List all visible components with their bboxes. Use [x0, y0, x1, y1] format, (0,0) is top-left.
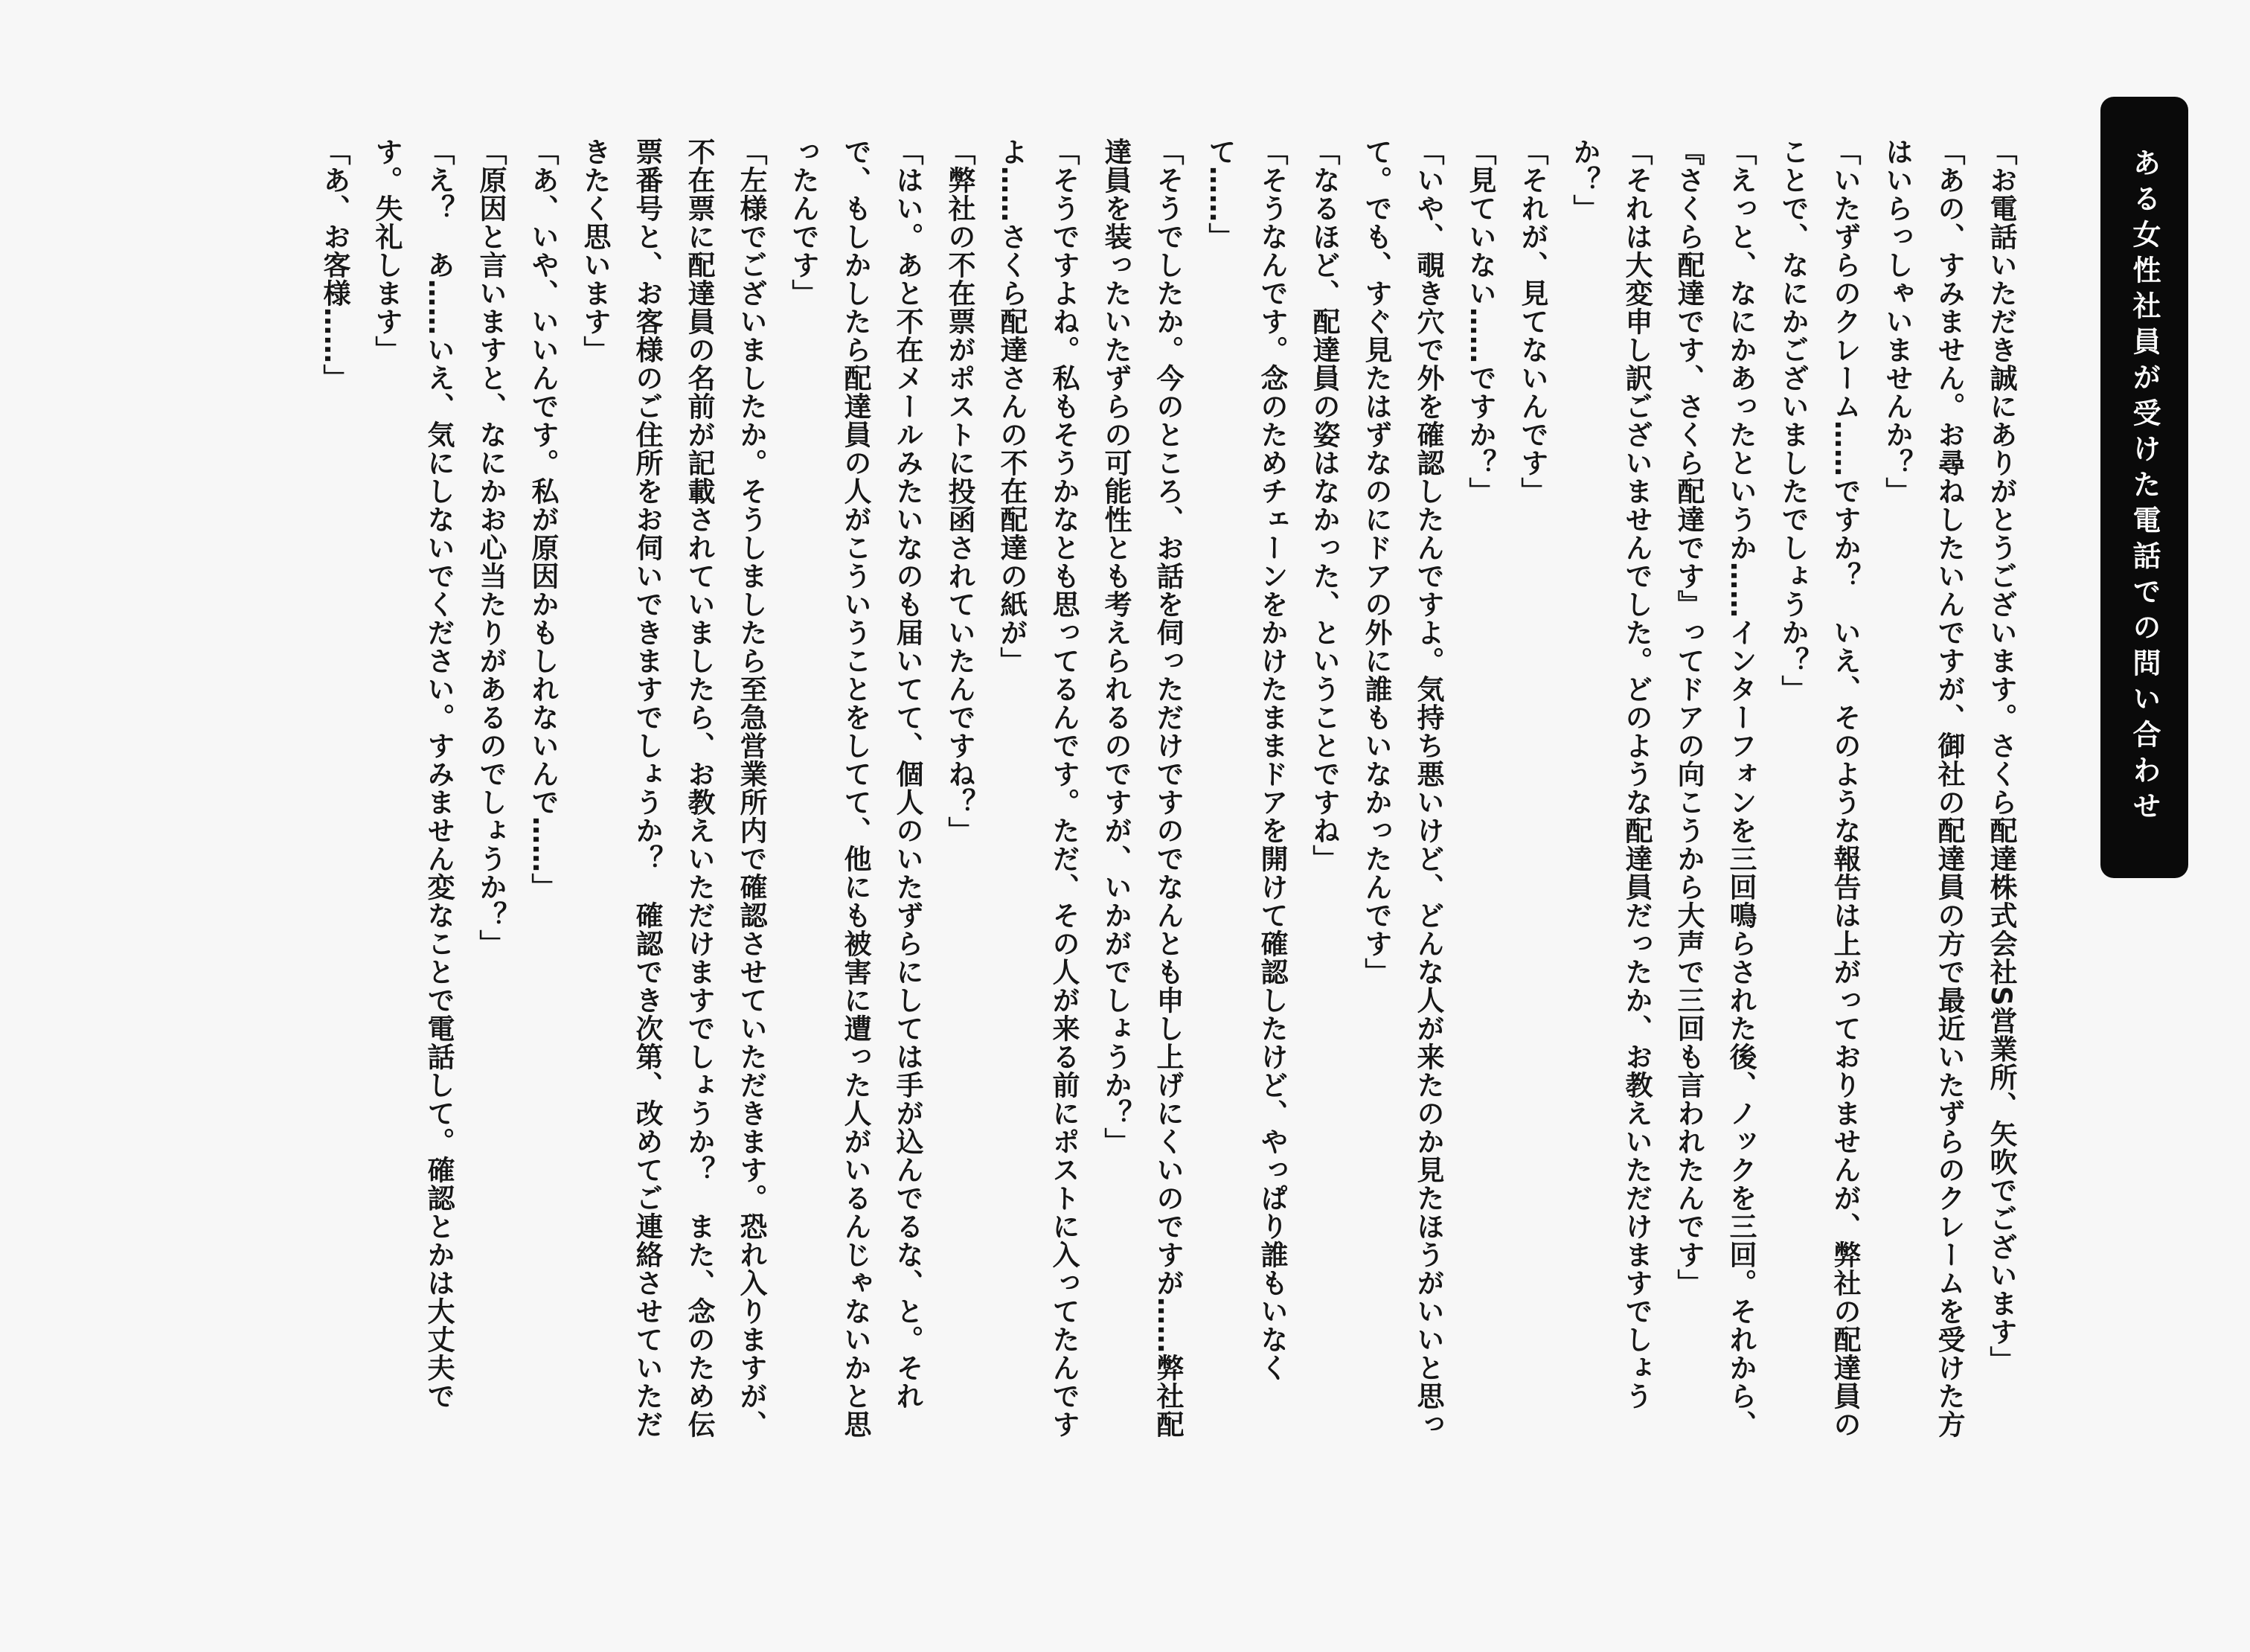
dialogue-line: 「そうなんです。念のためチェーンをかけたままドアを開けて確認したけど、やっぱり誰もいなくて……」	[1204, 138, 1288, 1382]
dialogue-line: 「原因と言いますと、なにかお心当たりがあるのでしょうか？」	[475, 138, 507, 958]
dialogue-line: 「はい。あと不在メールみたいなのも届いてて、個人のいたずらにしては手が込んでるな、と。それで、もしかしたら配達員の人がこういうことをしてて、他にも被害に遭った人がいるんじゃないかと思ったんです」	[787, 138, 923, 1438]
dialogue-line: 「そうですよね。私もそうかなとも思ってるんです。ただ、その人が来る前にポストに入ってたんですよ……さくら配達さんの不在配達の紙が」	[996, 138, 1080, 1438]
dialogue-line: 「あ、いや、いいんです。私が原因かもしれないんで……」	[527, 138, 559, 901]
dialogue-line: 「それは大変申し訳ございませんでした。どのような配達員だったか、お教えいただけますでしょうか？」	[1568, 138, 1653, 1410]
dialogue-line: 「それが、見てないんです」	[1516, 138, 1548, 505]
dialogue-line: 「左様でございましたか。そうしましたら至急営業所内で確認させていただきます。恐れ入りますが、不在票に配達員の名前が記載されていましたら、お教えいただけますでしょうか？ また、念のため伝票番号と、お客様のご住所をお伺いできますでしょうか？ 確認でき次第、改めてご連絡させていただきたく思います」	[579, 138, 767, 1438]
dialogue-body	[122, 138, 2027, 1447]
dialogue-line: 「いたずらのクレーム……ですか？ いえ、そのような報告は上がっておりませんが、弊社の配達員のことで、なにかございましたでしょうか？」	[1777, 138, 1861, 1438]
dialogue-line: 「なるほど、配達員の姿はなかった、ということですね」	[1308, 138, 1340, 873]
dialogue-line: 「あ、お客様……」	[318, 138, 350, 392]
dialogue-line: 「そうでしたか。今のところ、お話を伺っただけですのでなんとも申し上げにくいのですが……弊社配達員を装ったいたずらの可能性とも考えられるのですが、いかがでしょうか？」	[1100, 138, 1184, 1438]
dialogue-line: 「弊社の不在票がポストに投函されていたんですね？」	[943, 138, 975, 845]
dialogue-line: 「お電話いただき誠にありがとうございます。さくら配達株式会社S営業所、矢吹でございます」	[1985, 138, 2017, 1374]
dialogue-line: 「見ていない……ですか？」	[1464, 138, 1496, 505]
dialogue-line: 「あの、すみません。お尋ねしたいんですが、御社の配達員の方で最近いたずらのクレームを受けた方はいらっしゃいませんか？」	[1881, 138, 1965, 1438]
chapter-title-tab	[2100, 97, 2188, 878]
dialogue-line: 「えっと、なにかあったというか……インターフォンを三回鳴らされた後、ノックを三回。それから、『さくら配達です、さくら配達です』ってドアの向こうから大声で三回も言われたんです」	[1673, 138, 1757, 1438]
chapter-title: ある女性社員が受けた電話での問い合わせ	[2128, 148, 2161, 827]
dialogue-line: 「いや、覗き穴で外を確認したんですよ。気持ち悪いけど、どんな人が来たのか見たほうがいいと思って。でも、すぐ見たはずなのにドアの外に誰もいなかったんです」	[1360, 138, 1444, 1438]
dialogue-line: 「え？ あ……いえ、気にしないでください。すみません変なことで電話して。確認とかは大丈夫です。失礼します」	[371, 138, 455, 1410]
